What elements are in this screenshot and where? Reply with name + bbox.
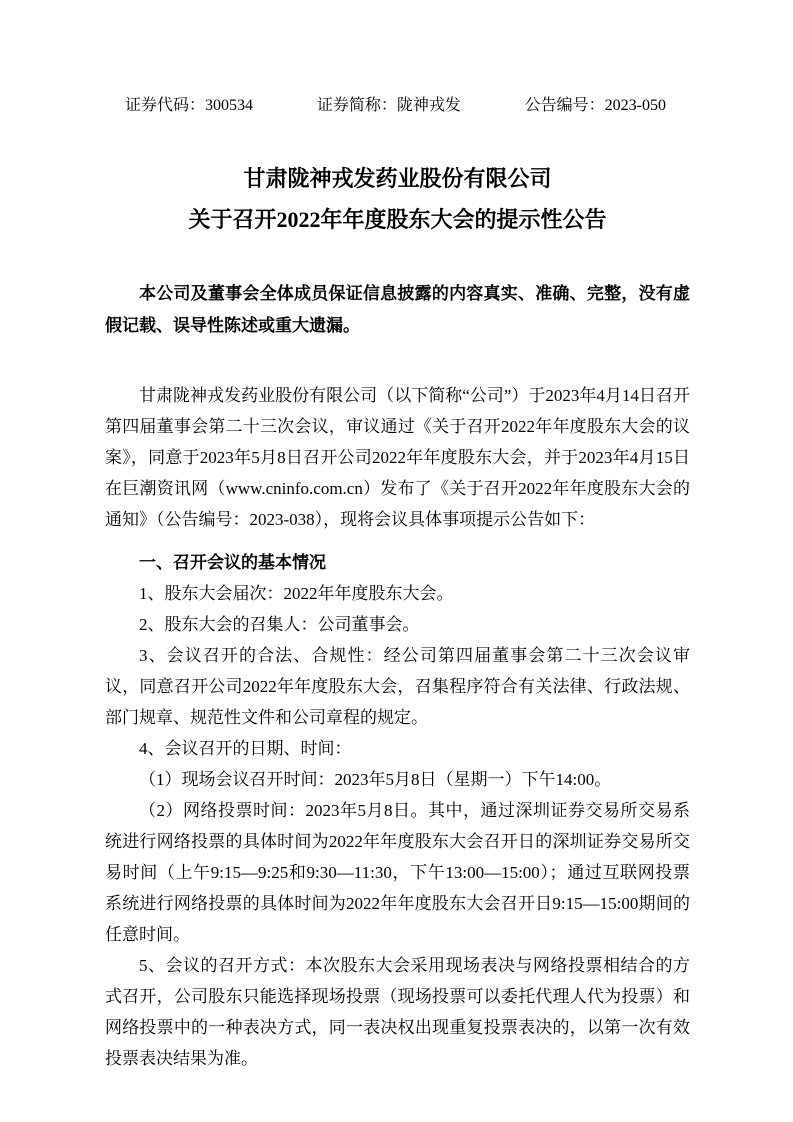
company-name-title: 甘肃陇神戎发药业股份有限公司 bbox=[243, 166, 552, 191]
document-header bbox=[105, 96, 690, 116]
item-4-2-online-voting-time: （2）网络投票时间：2023年5月8日。其中，通过深圳证券交易所交易系统进行网络投票的具体时间为2022年年度股东大会召开日的深圳证券交易所交易时间（上午9:15—9:25和9:30—11:30，下午13:00—15:00）；通过互联网投票系统进行网络投票的具体时间为2022年年度股东大会召开日9:15—15:00期间的任意时间。 bbox=[105, 801, 690, 944]
section-1-heading: 一、召开会议的基本情况 bbox=[139, 553, 326, 572]
document-body bbox=[105, 380, 690, 1074]
item-1-meeting-session: 1、股东大会届次：2022年年度股东大会。 bbox=[139, 584, 454, 603]
stock-short-name: 证券简称：陇神戎发 bbox=[316, 97, 461, 114]
disclaimer-statement: 本公司及董事会全体成员保证信息披露的内容真实、准确、完整，没有虚假记载、误导性陈述或重大遗漏。 bbox=[105, 284, 690, 335]
intro-paragraph: 甘肃陇神戎发药业股份有限公司（以下简称“公司”）于2023年4月14日召开第四届董事会第二十三次会议，审议通过《关于召开2022年年度股东大会的议案》，同意于2023年5月8日召开公司2022年年度股东大会，并于2023年4月15日在巨潮资讯网（www.cninfo.com.cn）发布了《关于召开2022年年度股东大会的通知》（公告编号：2023-038），现将会议具体事项提示公告如下： bbox=[105, 386, 690, 529]
item-5-meeting-method: 5、会议的召开方式：本次股东大会采用现场表决与网络投票相结合的方式召开，公司股东只能选择现场投票（现场投票可以委托代理人代为投票）和网络投票中的一种表决方式，同一表决权出现重复投票表决的，以第一次有效投票表决结果为准。 bbox=[105, 956, 690, 1068]
item-2-convener: 2、股东大会的召集人：公司董事会。 bbox=[139, 615, 420, 634]
item-4-1-onsite-time: （1）现场会议召开时间：2023年5月8日（星期一）下午14:00。 bbox=[139, 770, 612, 789]
announcement-number: 公告编号：2023-050 bbox=[524, 97, 666, 114]
item-3-legality: 3、会议召开的合法、合规性：经公司第四届董事会第二十三次会议审议，同意召开公司2022年年度股东大会，召集程序符合有关法律、行政法规、部门规章、规范性文件和公司章程的规定。 bbox=[105, 646, 690, 727]
stock-code: 证券代码：300534 bbox=[125, 97, 254, 114]
item-4-date-time: 4、会议召开的日期、时间： bbox=[139, 739, 352, 758]
announcement-title: 关于召开2022年年度股东大会的提示性公告 bbox=[188, 207, 607, 232]
